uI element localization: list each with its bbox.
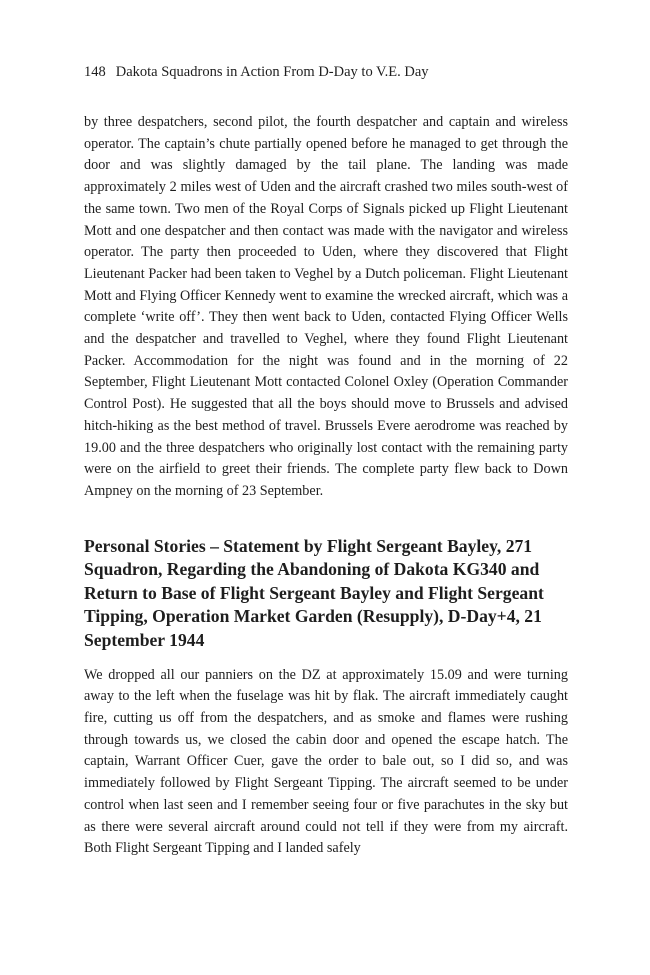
- section-heading: Personal Stories – Statement by Flight Sergeant Bayley, 271 Squadron, Regarding the Abandoning of Dakota KG340 and Return to Base of Flight Sergeant Bayley and Flight Sergeant Tipping, Operation Market Garden (Resupply), D-Day+4, 21 September 1944: [84, 535, 544, 651]
- paragraph-statement: We dropped all our panniers on the DZ at approximately 15.09 and were turning away to the left when the fuselage was hit by flak. The aircraft immediately caught fire, cutting us off from the despatchers, and as smoke and flames were rushing through towards us, we closed the cabin door and opened the escape hatch. The captain, Warrant Officer Cuer, gave the order to bale out, so I did so, and was immediately followed by Flight Sergeant Tipping. The aircraft seemed to be under control when last seen and I remember seeing four or five parachutes in the sky but as there were several aircraft around could not tell if they were from my aircraft. Both Flight Sergeant Tipping and I landed safely: [84, 666, 568, 857]
- running-head: [84, 62, 568, 82]
- paragraph-continued: by three despatchers, second pilot, the fourth despatcher and captain and wireless operator. The captain’s chute partially opened before he managed to get through the door and was slightly damaged by the tail plane. The landing was made approximately 2 miles west of Uden and the aircraft crashed two miles south-west of the same town. Two men of the Royal Corps of Signals picked up Flight Lieutenant Mott and one despatcher and then contact was made with the navigator and wireless operator. The party then proceeded to Uden, where they discovered that Flight Lieutenant Packer had been taken to Veghel by a Dutch policeman. Flight Lieutenant Mott and Flying Officer Kennedy went to examine the wrecked aircraft, which was a complete ‘write off’. They then went back to Uden, contacted Flying Officer Wells and the despatcher and travelled to Veghel, where they found Flight Lieutenant Packer. Accommodation for the night was found and in the morning of 22 September, Flight Lieutenant Mott contacted Colonel Oxley (Operation Commander Control Post). He suggested that all the boys should move to Brussels and advised hitch-hiking as the best method of travel. Brussels Evere aerodrome was reached by 19.00 and the three despatchers who originally lost contact with the remaining party were on the airfield to greet their friends. The complete party flew back to Down Ampney on the morning of 23 September.: [84, 114, 568, 499]
- book-title: Dakota Squadrons in Action From D-Day to V.E. Day: [115, 64, 429, 80]
- book-page: [84, 62, 568, 860]
- page-number: 148: [84, 64, 106, 80]
